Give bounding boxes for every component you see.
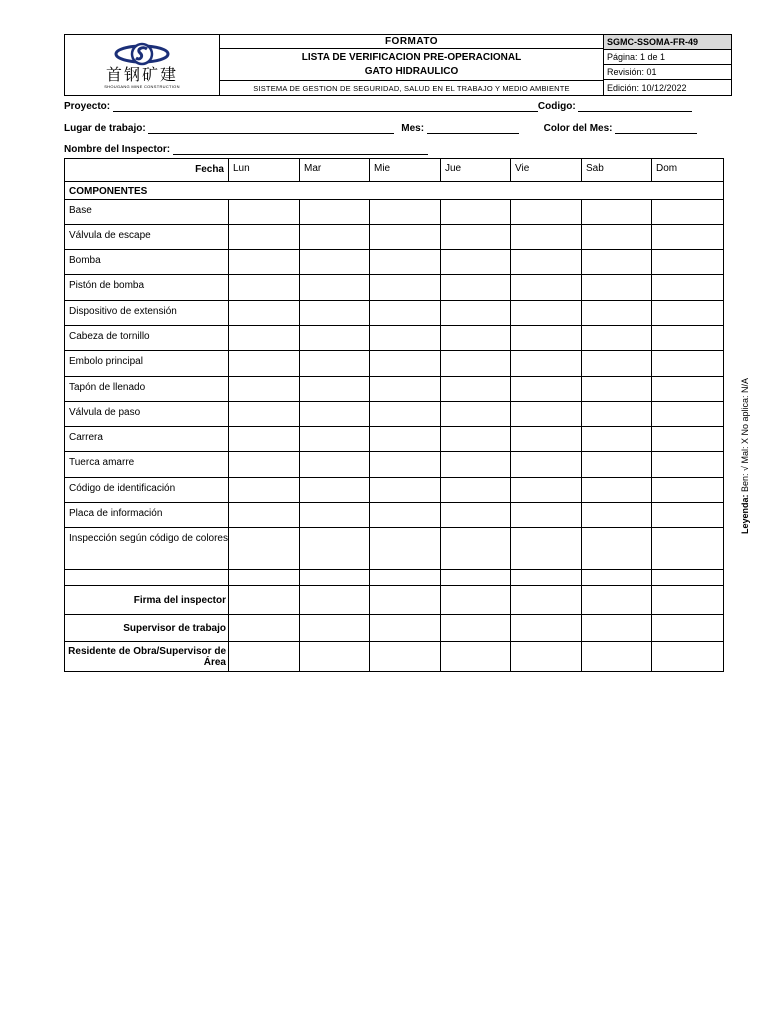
title-block [220,35,604,95]
table-row [65,225,723,250]
check-cell[interactable] [229,503,300,527]
table-row [65,351,723,377]
check-cell[interactable] [370,326,441,350]
check-cell[interactable] [300,503,370,527]
check-cell[interactable] [300,528,370,569]
check-cell[interactable] [229,452,300,477]
signature-supervisor-label: Supervisor de trabajo [65,615,229,641]
check-cell[interactable] [229,528,300,569]
blank-label [65,570,229,585]
check-cell[interactable] [300,615,370,641]
signature-inspector-label: Firma del inspector [65,586,229,614]
table-row [65,452,723,478]
check-cell[interactable] [511,275,582,300]
check-cell[interactable] [511,377,582,401]
checklist-title-line2: GATO HIDRAULICO [364,65,459,77]
check-cell[interactable] [441,377,511,401]
component-label: Válvula de paso [65,402,229,426]
legend [740,378,750,534]
check-cell[interactable] [652,503,723,527]
table-row [65,427,723,452]
check-cell[interactable] [652,570,723,585]
check-cell[interactable] [582,427,652,451]
check-cell[interactable] [511,586,582,614]
check-cell[interactable] [511,250,582,274]
page-number: Página: 1 de 1 [604,50,731,65]
check-cell[interactable] [582,200,652,224]
check-cell[interactable] [300,351,370,376]
check-cell[interactable] [511,301,582,325]
check-cell[interactable] [511,528,582,569]
check-cell[interactable] [511,615,582,641]
check-cell[interactable] [370,275,441,300]
month-color-field[interactable] [615,124,697,134]
document-header [64,34,732,96]
check-cell[interactable] [229,478,300,502]
check-cell[interactable] [582,615,652,641]
component-label: Tuerca amarre [65,452,229,477]
check-cell[interactable] [441,615,511,641]
legend-text: Ben: √ Mal: X No aplica: N/A [740,377,750,492]
component-label: Bomba [65,250,229,274]
check-cell[interactable] [511,478,582,502]
logo-chinese-text: 首钢矿建 [105,64,178,84]
check-cell[interactable] [652,301,723,325]
month-label: Mes: [401,123,425,134]
check-cell[interactable] [652,478,723,502]
check-cell[interactable] [511,642,582,671]
check-cell[interactable] [229,377,300,401]
check-cell[interactable] [300,301,370,325]
check-cell[interactable] [652,326,723,350]
check-cell[interactable] [370,225,441,249]
check-cell[interactable] [300,586,370,614]
month-color-label: Color del Mes: [543,123,613,134]
checklist-title [220,49,603,81]
edition-date: Edición: 10/12/2022 [607,82,687,93]
check-cell[interactable] [441,326,511,350]
project-line [64,101,692,112]
check-cell[interactable] [300,326,370,350]
project-field[interactable] [113,102,538,112]
check-cell[interactable] [300,200,370,224]
check-cell[interactable] [370,452,441,477]
check-cell[interactable] [652,642,723,671]
comp-row [65,182,723,200]
table-row [65,402,723,427]
check-cell[interactable] [652,200,723,224]
month-field[interactable] [427,124,519,134]
signature-resident-label: Residente de Obra/Supervisor de Área [65,642,229,671]
check-cell[interactable] [229,200,300,224]
document-control-block [604,35,731,95]
check-cell[interactable] [511,200,582,224]
check-cell[interactable] [229,615,300,641]
date-label: Fecha [65,159,229,181]
table-row [65,275,723,301]
check-cell[interactable] [229,642,300,671]
check-cell[interactable] [441,250,511,274]
document-code: SGMC-SSOMA-FR-49 [604,35,731,50]
check-cell[interactable] [441,301,511,325]
check-cell[interactable] [441,503,511,527]
table-row [65,377,723,402]
table-row [65,326,723,351]
component-label: Válvula de escape [65,225,229,249]
check-cell[interactable] [582,301,652,325]
day-header-dom: Dom [656,163,678,174]
check-cell[interactable] [441,427,511,451]
checklist-title-line1: LISTA DE VERIFICACION PRE-OPERACIONAL [301,51,522,63]
check-cell[interactable] [370,200,441,224]
check-cell[interactable] [441,402,511,426]
table-row [65,478,723,503]
component-label: Pistón de bomba [65,275,229,300]
check-cell[interactable] [511,452,582,477]
check-cell[interactable] [582,250,652,274]
signature-supervisor-row [65,615,723,642]
check-cell[interactable] [300,402,370,426]
check-cell[interactable] [441,570,511,585]
check-cell[interactable] [652,275,723,300]
check-cell[interactable] [300,250,370,274]
check-cell[interactable] [229,326,300,350]
formato-title: FORMATO [220,35,603,49]
check-cell[interactable] [652,615,723,641]
day-header-lun: Lun [229,159,300,181]
check-cell[interactable] [582,503,652,527]
check-cell[interactable] [511,225,582,249]
check-cell[interactable] [300,478,370,502]
check-cell[interactable] [652,351,723,376]
check-cell[interactable] [582,642,652,671]
check-cell[interactable] [300,427,370,451]
table-row [65,301,723,326]
check-cell[interactable] [370,503,441,527]
check-cell[interactable] [652,427,723,451]
table-row [65,503,723,528]
component-label: Código de identificación [65,478,229,502]
management-system-title: SISTEMA DE GESTION DE SEGURIDAD, SALUD EN EL TRABAJO Y MEDIO AMBIENTE [253,83,570,93]
check-cell[interactable] [300,225,370,249]
check-cell[interactable] [370,351,441,376]
check-cell[interactable] [300,642,370,671]
check-cell[interactable] [511,503,582,527]
inspector-label: Nombre del Inspector: [64,144,171,155]
check-cell[interactable] [652,402,723,426]
check-cell[interactable] [582,452,652,477]
check-cell[interactable] [441,351,511,376]
check-cell[interactable] [582,402,652,426]
check-cell[interactable] [441,225,511,249]
code-field[interactable] [578,102,692,112]
check-cell[interactable] [652,250,723,274]
day-header-sab: Sab [582,159,652,181]
check-cell[interactable] [441,586,511,614]
check-cell[interactable] [511,427,582,451]
table-row [65,528,723,570]
component-label: Tapón de llenado [65,377,229,401]
inspector-line [64,144,428,155]
project-label: Proyecto: [64,101,111,112]
check-cell[interactable] [229,570,300,585]
check-cell[interactable] [229,586,300,614]
signature-inspector-row [65,586,723,615]
check-cell[interactable] [511,402,582,426]
company-logo [65,35,220,95]
workplace-field[interactable] [148,124,394,134]
check-cell[interactable] [370,586,441,614]
component-label: Inspección según código de colores [65,528,229,569]
check-cell[interactable] [441,528,511,569]
blank-row [65,570,723,586]
check-cell[interactable] [370,301,441,325]
check-cell[interactable] [229,275,300,300]
check-cell[interactable] [511,326,582,350]
check-cell[interactable] [441,642,511,671]
day-header-vie: Vie [511,159,582,181]
component-label: Placa de información [65,503,229,527]
check-cell[interactable] [300,275,370,300]
check-cell[interactable] [441,200,511,224]
legend-label: Leyenda: [740,494,750,534]
check-cell[interactable] [652,225,723,249]
check-cell[interactable] [652,586,723,614]
check-cell[interactable] [582,275,652,300]
check-cell[interactable] [652,452,723,477]
check-cell[interactable] [300,377,370,401]
check-cell[interactable] [370,402,441,426]
check-cell[interactable] [582,225,652,249]
check-cell[interactable] [511,570,582,585]
check-cell[interactable] [441,478,511,502]
inspector-field[interactable] [173,145,428,155]
check-cell[interactable] [582,478,652,502]
check-cell[interactable] [229,301,300,325]
signature-resident-row [65,642,723,671]
check-cell[interactable] [370,377,441,401]
day-header-jue: Jue [441,159,511,181]
check-cell[interactable] [370,478,441,502]
component-label: Carrera [65,427,229,451]
day-header-mar: Mar [300,159,370,181]
component-label: Cabeza de tornillo [65,326,229,350]
days-row [65,159,723,182]
check-cell[interactable] [511,351,582,376]
check-cell[interactable] [229,351,300,376]
logo-english-text: SHOUGANG MINE CONSTRUCTION [104,83,180,89]
check-cell[interactable] [441,452,511,477]
check-cell[interactable] [370,250,441,274]
code-label: Codigo: [537,101,576,112]
check-cell[interactable] [582,570,652,585]
check-cell[interactable] [582,586,652,614]
check-cell[interactable] [370,528,441,569]
check-cell[interactable] [652,377,723,401]
workplace-label: Lugar de trabajo: [64,123,146,134]
workplace-line [64,123,697,134]
components-header: COMPONENTES [69,186,148,197]
check-cell[interactable] [582,377,652,401]
check-cell[interactable] [370,570,441,585]
check-cell[interactable] [582,351,652,376]
check-cell[interactable] [582,326,652,350]
check-cell[interactable] [300,570,370,585]
check-cell[interactable] [229,427,300,451]
check-cell[interactable] [229,402,300,426]
check-cell[interactable] [370,427,441,451]
logo-emblem-icon [114,42,170,66]
component-label: Base [65,200,229,224]
revision-number: Revisión: 01 [604,65,731,80]
component-label: Embolo principal [65,351,229,376]
check-cell[interactable] [441,275,511,300]
check-cell[interactable] [652,528,723,569]
check-cell[interactable] [370,615,441,641]
check-cell[interactable] [229,250,300,274]
component-label: Dispositivo de extensión [65,301,229,325]
check-cell[interactable] [582,528,652,569]
inspection-grid [64,158,724,672]
table-row [65,250,723,275]
check-cell[interactable] [300,452,370,477]
check-cell[interactable] [370,642,441,671]
table-row [65,200,723,225]
check-cell[interactable] [229,225,300,249]
day-header-mie: Mie [370,159,441,181]
